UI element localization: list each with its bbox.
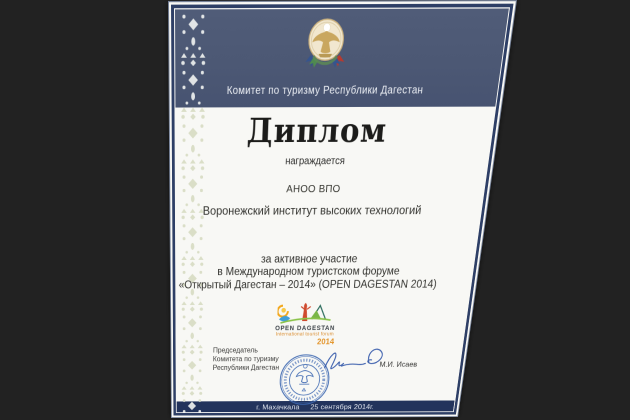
- footer-city: г. Махачкала: [256, 402, 300, 411]
- forum-logo-subtitle: International tourist forum: [275, 331, 334, 338]
- signer-position: [213, 346, 280, 372]
- signer-position-line-3: Республики Дагестан: [212, 363, 280, 372]
- forum-logo: [171, 299, 443, 347]
- awarded-label: награждается: [284, 155, 346, 168]
- reason-line-1: за активное участие: [260, 253, 358, 266]
- recipient-org-type: АНОО ВПО: [286, 182, 341, 196]
- signer-name: М.И. Исаев: [379, 359, 418, 369]
- issuer-title: Комитет по туризму Республики Дагестан: [226, 84, 424, 98]
- forum-logo-name: OPEN DAGESTAN: [275, 325, 336, 332]
- forum-logo-year: 2014: [316, 337, 335, 347]
- award-reason: [171, 253, 449, 292]
- signer-position-line-1: Председатель: [212, 346, 259, 355]
- reason-line-2: в Международном туристском форуме: [217, 266, 401, 279]
- forum-logo-icon: [277, 299, 336, 325]
- signer-position-line-2: Комитета по туризму: [212, 354, 279, 364]
- recipient-name: Воронежский институт высоких технологий: [202, 203, 423, 218]
- diploma-title: Диплом: [246, 111, 389, 151]
- certificate: [168, 0, 517, 418]
- footer-date: 25 сентября 2014г.: [310, 402, 375, 411]
- reason-line-3: «Открытый Дагестан – 2014» (OPEN DAGESTAN 2014): [178, 278, 438, 292]
- dagestan-coat-of-arms-icon: [302, 15, 350, 71]
